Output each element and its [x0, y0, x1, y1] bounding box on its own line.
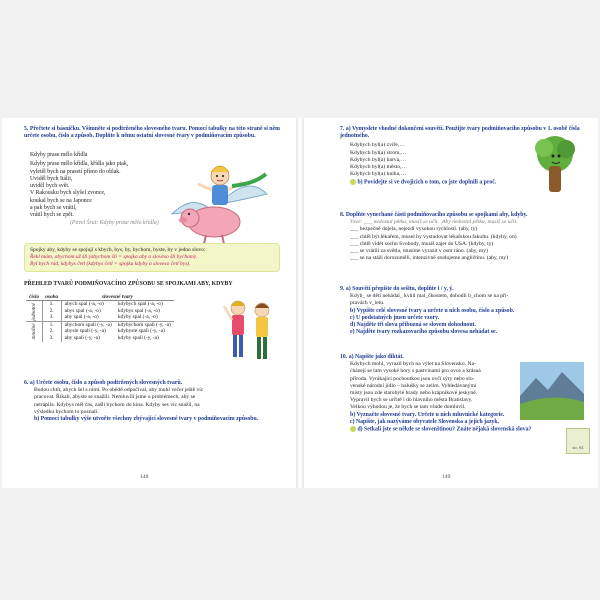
sentence-starter: Kdybych byl(a) kniha,…	[350, 171, 407, 178]
number-label: množné	[26, 321, 42, 341]
person-cell: 2.	[42, 308, 61, 315]
page-number: 148	[140, 474, 149, 480]
exercise-9	[340, 286, 590, 336]
form-cell: abychom spali (-y, -a)	[61, 321, 115, 328]
rule-line: Spojky aby, kdyby se spojují s kbych, bys, by, bychom, byste, by v jedno slovo:	[30, 247, 206, 253]
instruction-text: a) Souvětí přepište do sešitu, doplňte i / y, ý.	[345, 286, 454, 292]
poem-line: V Rakousku bych slyšel zvonce,	[30, 190, 106, 197]
table-header: osoba	[42, 294, 61, 301]
form-cell: abych spal (-a, -o)	[64, 301, 104, 307]
instruction-text: a) Napište jako diktát.	[348, 354, 404, 360]
rule-example: Řekl mám, abychom už šli (abychom šli = spojka aby a sloveso šli bychom).	[30, 254, 197, 260]
exercise-10-d	[350, 426, 550, 434]
fill-in-line: ___ chtěl být lékařem, musel by vystudovat lékařskou fakultu. (kdyby, on)	[350, 233, 517, 240]
dictation-line: venské národní jídlo – halušky se zelím. Vyhledávanými	[350, 382, 477, 389]
exercise-text-line: pracovat. Říkali, abyste se snažili. Nemluvili jsme o problémech, aby se	[34, 394, 196, 401]
dictation-line: Kdybych mohl, vyrazil bych na výlet na Slovensko. Na-	[350, 361, 476, 368]
exercise-number: 6.	[24, 380, 29, 386]
table-header: číslo	[26, 294, 42, 301]
exercise-9-d: d) Najděte tři slova příbuzná se slovem dohodnout.	[350, 322, 476, 329]
exercise-number: 10.	[340, 354, 348, 360]
table-row	[26, 301, 174, 308]
sentence-starter: Kdybych byl(a) zvíře,…	[350, 142, 405, 149]
sample-sentence: Vzor: ___ nedostal pětku, musíš se učit. ¸Aby nedostal pětku, musíš se učit.	[350, 219, 518, 226]
number-label: jednotné	[26, 301, 42, 322]
sentence-starter: Kdybych byl(a) barva,…	[350, 156, 407, 163]
left-page	[2, 118, 296, 488]
exercise-text-line: pravách v_letu.	[350, 300, 385, 307]
form-cell: kdyby spal (-a, -o)	[117, 314, 158, 321]
poem-line: uviděl bych svět.	[30, 183, 70, 190]
pair-work-icon	[350, 426, 356, 432]
fill-in-line: ___ se vrátili za světla, musíme vyrazit v osm ráno. (aby, my)	[350, 248, 488, 255]
instruction-text: Doplňte vynechané části podmiňovacího způsobu se spojkami aby, kdyby.	[345, 212, 528, 218]
exercise-6-b: b) Pomocí tabulky výše utvořte všechny zbývající slovesné tvary v podmiňovacím způsobu.	[34, 416, 259, 423]
poem-line: Uviděl bych Itálii,	[30, 175, 73, 182]
exercise-number: 7.	[340, 126, 345, 132]
person-cell: 3.	[42, 314, 61, 321]
dictation-line: Velkou výhodou je, že bych se tam všude domluvil.	[350, 404, 466, 411]
fill-in-line: ___ bezpečně dojela, nejezdi vysokou rychlostí. (aby, ty)	[350, 226, 478, 233]
poem-line: a pak bych se vrátil,	[30, 205, 77, 212]
rule-example: Byl bych rád, kdybys četl (kdybys četl = spojka kdyby a sloveso četl bys).	[30, 261, 191, 267]
sentence-starter: Kdybych byl(a) město,…	[350, 164, 408, 171]
poem-line: Kdyby prase mělo křídla, křídla jako ptak,	[30, 161, 129, 168]
poem-line: koukal bych se na Japonce	[30, 197, 92, 204]
form-cell: aby spali (-y, -a)	[64, 334, 100, 341]
flying-pig-illustration	[162, 154, 272, 250]
exercise-9-e: e) Najděte tvary rozkazovacího způsobu slovesa nehádat se.	[350, 329, 498, 336]
form-cell: kdyby spali (-y, -a)	[117, 334, 159, 341]
exercise-6	[24, 380, 280, 423]
exercise-number: 9.	[340, 286, 345, 292]
instruction-text: b) Povídejte si ve dvojicích o tom, co jste doplnili a proč.	[357, 179, 497, 186]
form-cell: aby spal (-a, -o)	[64, 314, 99, 321]
page-reference-stamp: str. 64	[566, 428, 590, 454]
dictation-line: příroda. Vynikající pochoutkou jsou ovčí sýry nebo slo-	[350, 375, 475, 382]
exercise-10-c: c) Napište, jak nazýváme obyvatele Slovenska a jejich jazyk.	[350, 418, 500, 425]
instruction-text: a) Určete osobu, číslo a způsob podtržených slovesných tvarů.	[29, 380, 183, 386]
instruction-text: a) Vymyslete vhodné dokončení souvětí. Použijte tvary podmiňovacího způsobu v 1. osobě čísla jednotného.	[340, 126, 580, 140]
form-cell: kdybych spal (-a, -o)	[117, 301, 163, 307]
dictation-line: Vypravil bych se určitě i do hlavního města Bratislavy.	[350, 397, 473, 404]
exercise-8-instruction	[340, 212, 590, 219]
form-cell: kdybychom spali (-y, -a)	[115, 321, 174, 328]
table-row	[26, 314, 174, 321]
poem	[30, 152, 180, 227]
poem-line: vrátil bych se zpět.	[30, 212, 74, 219]
exercise-9-c: c) U podstatných jmen určete vzory.	[350, 314, 440, 321]
dictation-line: místy jsou zde starobylé hrady nebo krápníkové jeskyně.	[350, 390, 478, 397]
person-cell: 3.	[42, 335, 61, 342]
fill-in-line: ___ chtěl vidět sochu Svobody, musíš zajet do USA. (kdyby, ty)	[350, 240, 494, 247]
form-cell: abys spal (-a, -o)	[64, 307, 101, 314]
person-cell: 1.	[42, 321, 61, 328]
rule-box	[24, 243, 280, 272]
page-number: 149	[442, 474, 451, 480]
table-title: PŘEHLED TVARŮ PODMIŇOVACÍHO ZPŮSOBU SE SPOJKAMI ABY, KDYBY	[24, 281, 233, 287]
exercise-number: 5.	[24, 126, 29, 132]
exercise-text-line: výsledku bychom to poznali.	[34, 408, 99, 415]
exercise-10-a	[340, 354, 590, 361]
table-row	[26, 335, 174, 342]
exercise-9-b: b) Vypište celé slovesné tvary a určete u nich osobu, číslo a způsob.	[350, 307, 515, 314]
right-page	[304, 118, 598, 488]
poem-source: (Pavel Šrut: Kdyby prase mělo křídla)	[70, 219, 159, 226]
form-cell: abyste spali (-y, -a)	[64, 328, 106, 335]
exercise-text-line: Kdyb_ se děti nehádal_ kvůli mal_čkostem, dohodli b_chom se na pří-	[350, 293, 509, 300]
person-cell: 1.	[42, 301, 61, 308]
exercise-number: 8.	[340, 212, 345, 218]
exercise-10-b: b) Vyznačte slovesné tvary. Určete u nich mluvnické kategorie.	[350, 411, 505, 418]
table-row	[26, 328, 174, 335]
pair-work-icon	[350, 179, 356, 185]
poem-title: Kdyby prase mělo křídla	[30, 152, 88, 158]
tree-illustration	[530, 134, 580, 196]
exercise-8	[340, 212, 590, 262]
form-cell: kdybyste spali (-y, -a)	[117, 328, 165, 335]
form-cell: kdybys spal (-a, -o)	[117, 307, 160, 314]
exercise-text-line: netrápila. Kdybys měl čas, zašli bychom do kina. Kdyby ses víc snažil, na	[34, 401, 200, 408]
mountain-photo	[520, 362, 584, 420]
table-header: slovesné tvary	[61, 294, 174, 301]
fill-in-line: ___ se na stáži dorozuměli, intenzivně studujeme angličtinu. (aby, my)	[350, 255, 509, 262]
instruction-text: d) Setkali jste se někde se slovenštinou? Znáte nějaká slovenská slova?	[357, 426, 532, 433]
exercise-5-instruction	[24, 126, 280, 140]
person-cell: 2.	[42, 328, 61, 335]
conditional-table	[26, 294, 174, 342]
sentence-starter: Kdybych byl(a) strom,…	[350, 149, 407, 156]
exercise-6-a	[24, 380, 280, 387]
children-illustration	[222, 296, 278, 374]
book-gutter	[296, 118, 304, 488]
dictation-line: cházejí se tam vysoké hory s pastvinami pro ovce a krásná	[350, 368, 481, 375]
instruction-text: Přečtete si básničku. Všimněte si podtrženého slovesného tvaru. Pomocí tabulky na této straně si něm určete osobu, číslo a způsob. Doplňte k němu ostatní slovesné tvary v podmiňovacím způsobu.	[24, 126, 280, 140]
poem-line: vyletěl bych na prasetí přímo do oblak.	[30, 168, 121, 175]
exercise-text-line: Budou chtít, abych šel s nimi. Po obědě odpočíval, aby mohl večer ještě víc	[34, 387, 204, 394]
exercise-5	[24, 126, 280, 140]
